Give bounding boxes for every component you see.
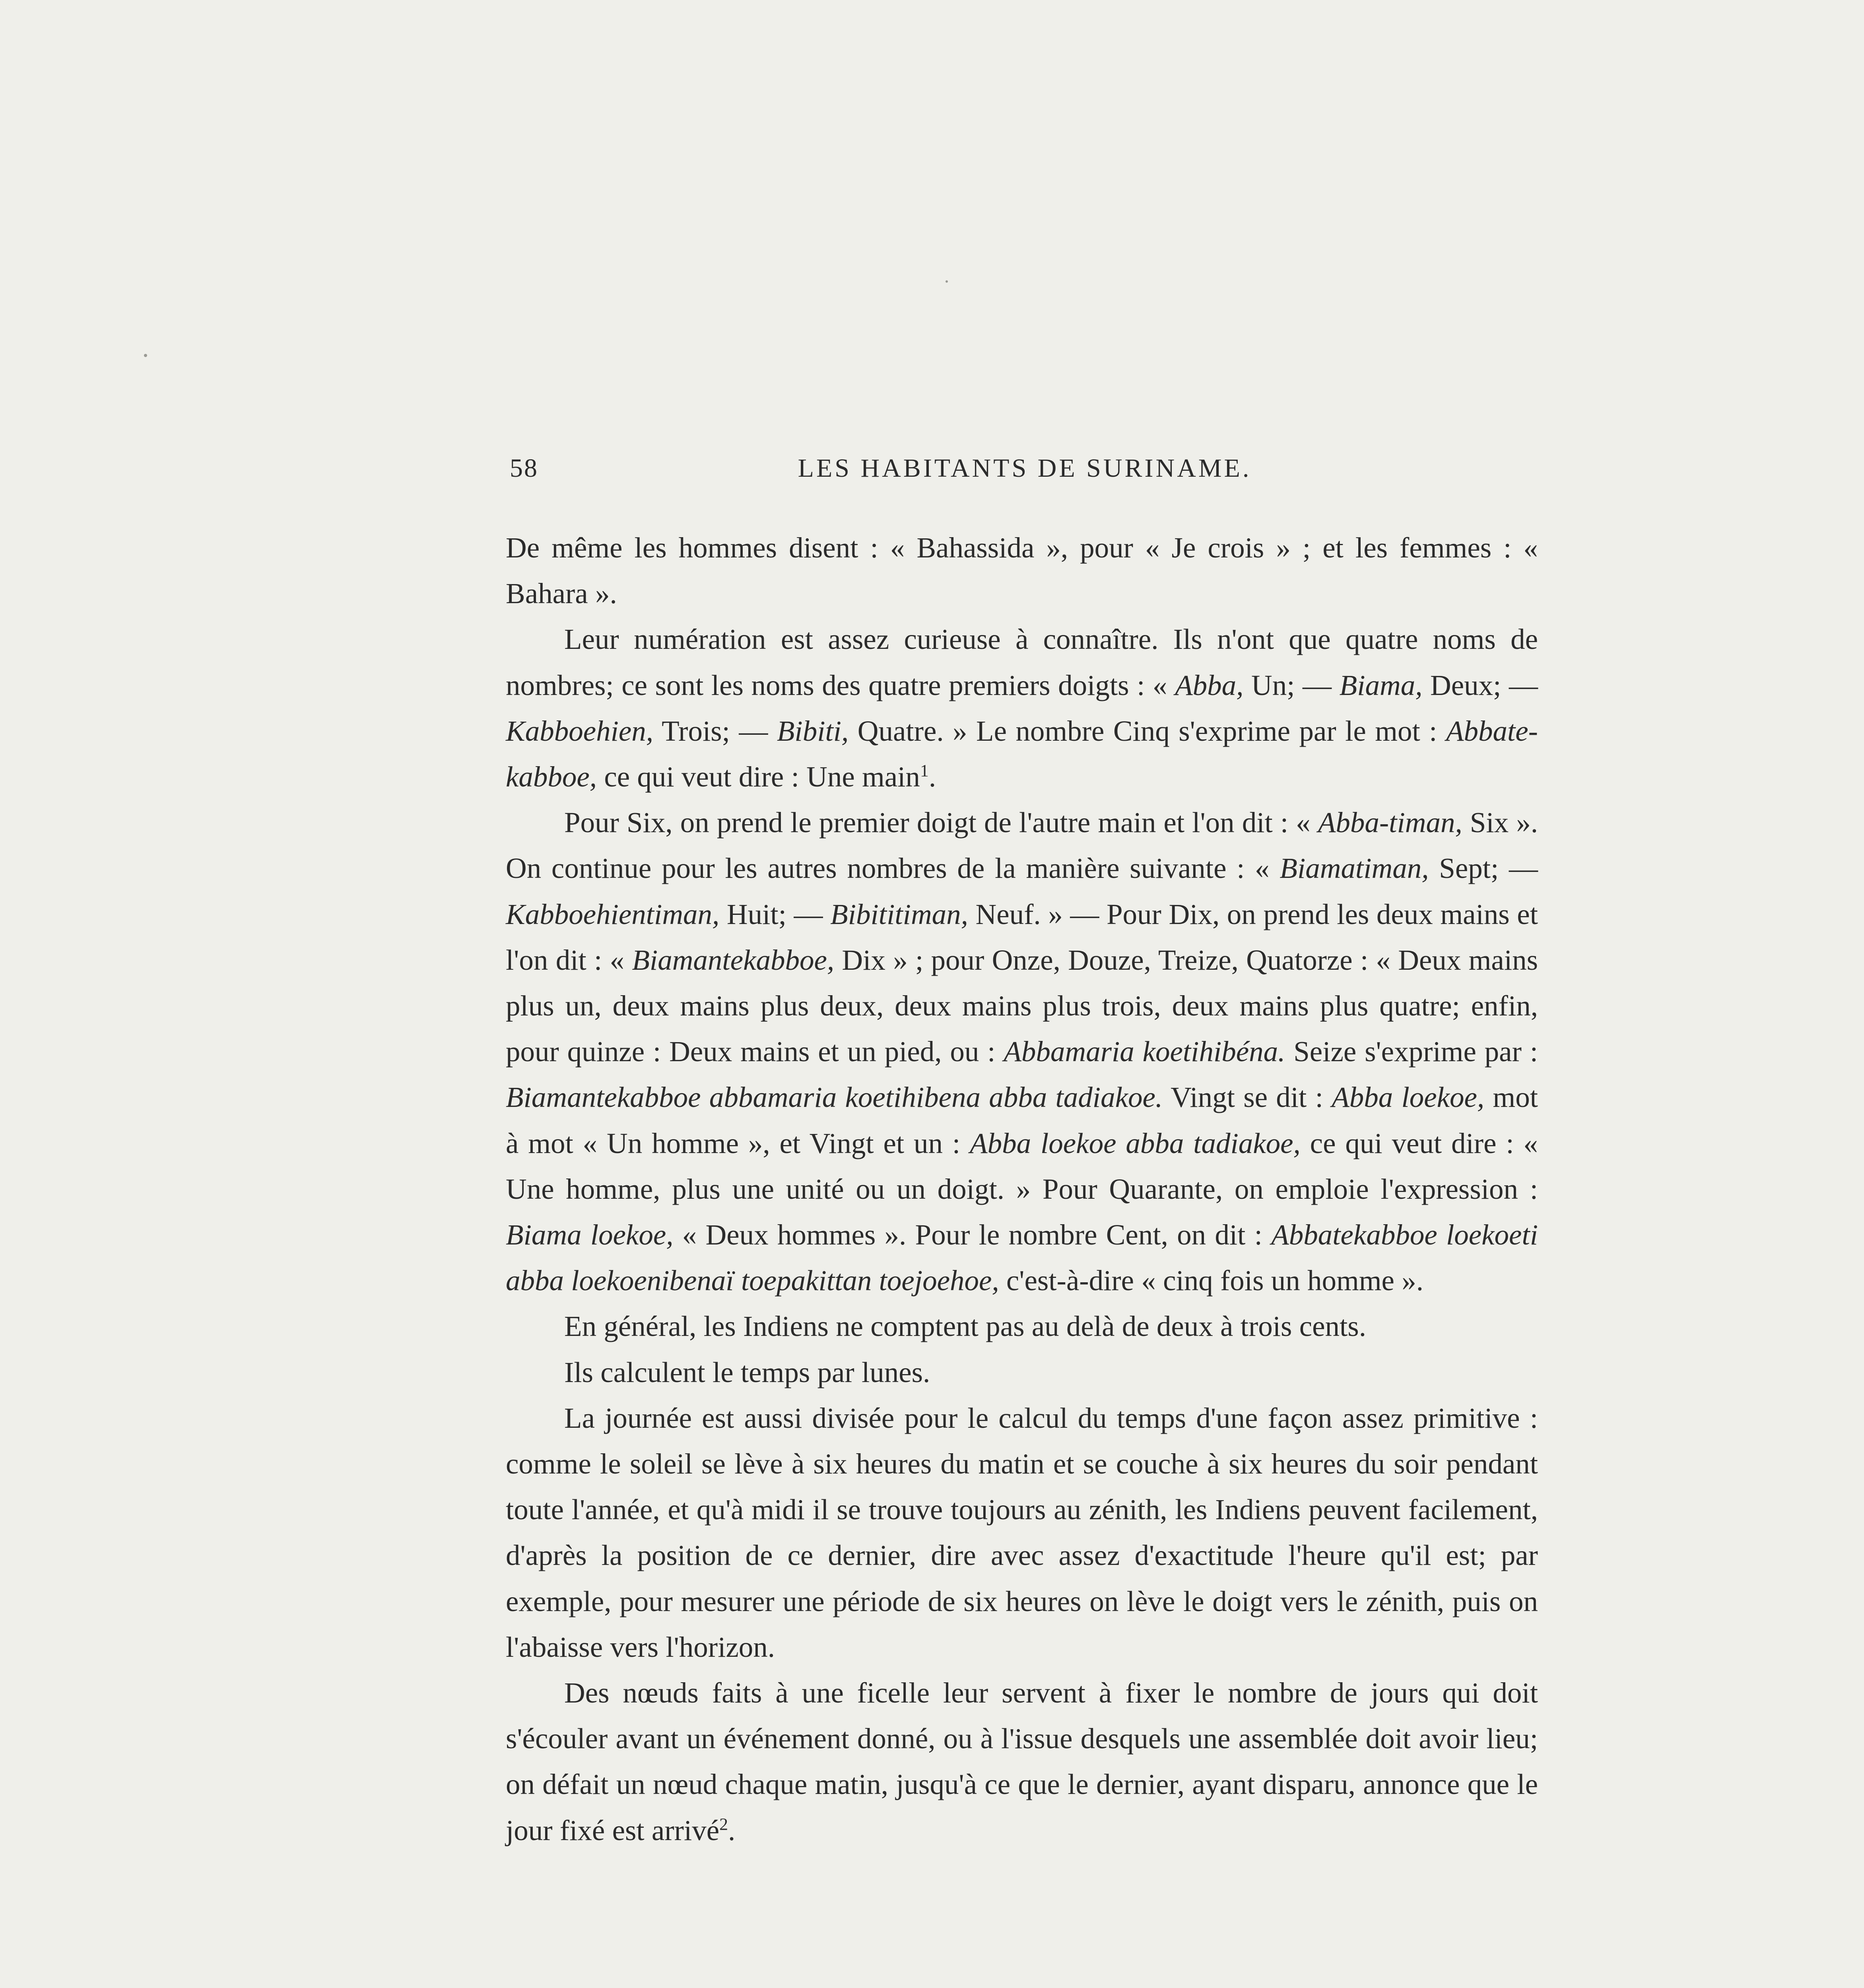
running-title: LES HABITANTS DE SURINAME. <box>798 454 1252 483</box>
native-word: Biamatiman, <box>1280 852 1429 885</box>
native-word: Biama, <box>1339 669 1423 701</box>
native-word: Bibiti, <box>777 714 849 747</box>
paragraph: De même les hommes disent : « Bahassida », pour « Je crois » ; et les femmes : « Bahara ». <box>506 532 1538 610</box>
paper-speck <box>946 280 948 283</box>
page-number: 58 <box>510 454 538 483</box>
paragraph: Pour Six, on prend le premier doigt de l'autre main et l'on dit : « Abba-timan, Six ». On continue pour les autres nombres de la manière suivante : « Biamatiman, Sept; — Kabboehientiman, Huit; — Bibititiman, Neuf. » — Pour Dix, on prend les deux mains et l'on dit : « Biamantekabboe, Dix » ; pour Onze, Douze, Treize, Quatorze : « Deux mains plus un, deux mains plus deux, deux mains plus trois, deux mains plus quatre; enfin, pour quinze : Deux mains et un pied, ou : Abbamaria koetihibéna. Seize s'exprime par : Biamantekabboe abbamaria koetihibena abba tadiakoe. Vingt se dit : Abba loekoe, mot à mot « Un homme », et Vingt et un : Abba loekoe abba tadiakoe, ce qui veut dire : « Une homme, plus une unité ou un doigt. » Pour Quarante, on emploie l'expression : Biama loekoe, « Deux hommes ». Pour le nombre Cent, on dit : Abbatekabboe loekoeti abba loekoenibenaï toepakittan toejoehoe, c'est-à-dire « cinq fois un homme ». <box>506 806 1538 1297</box>
paper-speck <box>144 354 147 357</box>
footnote-ref[interactable]: 1 <box>920 761 929 780</box>
native-word: Abba, <box>1175 669 1244 701</box>
body-text <box>506 525 1538 1853</box>
paragraph: Ils calculent le temps par lunes. <box>564 1356 930 1388</box>
native-word: Biama loekoe, <box>506 1219 674 1251</box>
native-word: Abba loekoe abba tadiakoe, <box>970 1127 1301 1159</box>
native-word: Abba loekoe, <box>1332 1081 1485 1114</box>
paragraph: Leur numération est assez curieuse à connaître. Ils n'ont que quatre noms de nombres; ce sont les noms des quatre premiers doigts : « Abba, Un; — Biama, Deux; — Kabboehien, Trois; — Bibiti, Quatre. » Le nombre Cinq s'exprime par le mot : Abbate-kabboe, ce qui veut dire : Une main$^1$. <box>506 623 1538 793</box>
footnote-ref[interactable]: 2 <box>719 1815 728 1834</box>
paragraph: La journée est aussi divisée pour le calcul du temps d'une façon assez primitive : comme le soleil se lève à six heures du matin et se couche à six heures du soir pendant toute l'année, et qu'à midi il se trouve toujours au zénith, les Indiens peuvent facilement, d'après la position de ce dernier, dire avec assez d'exactitude l'heure qu'il est; par exemple, pour mesurer une période de six heures on lève le doigt vers le zénith, puis on l'abaisse vers l'horizon. <box>506 1402 1538 1663</box>
native-word: Kabboehien, <box>506 714 654 747</box>
native-word: Biamantekabboe, <box>632 944 835 976</box>
native-word: Abbatekabboe loekoeti abba loekoenibenaï toepakittan toejoehoe, <box>506 1219 1538 1297</box>
native-word: Kabboehientiman, <box>506 898 720 930</box>
native-word: Abbate-kabboe, <box>506 714 1538 793</box>
native-word: Abbamaria koetihibéna. <box>1004 1035 1285 1068</box>
paragraph: En général, les Indiens ne comptent pas au delà de deux à trois cents. <box>564 1310 1366 1343</box>
page-header <box>510 453 1540 489</box>
native-word: Abba-timan, <box>1318 806 1462 839</box>
paragraph: Des nœuds faits à une ficelle leur servent à fixer le nombre de jours qui doit s'écouler avant un événement donné, ou à l'issue desquels une assemblée doit avoir lieu; on défait un nœud chaque matin, jusqu'à ce que le dernier, ayant disparu, annonce que le jour fixé est arrivé$^2$. <box>506 1677 1538 1846</box>
native-word: Bibititiman, <box>830 898 968 930</box>
native-word: Biamantekabboe abbamaria koetihibena abba tadiakoe. <box>506 1081 1163 1114</box>
